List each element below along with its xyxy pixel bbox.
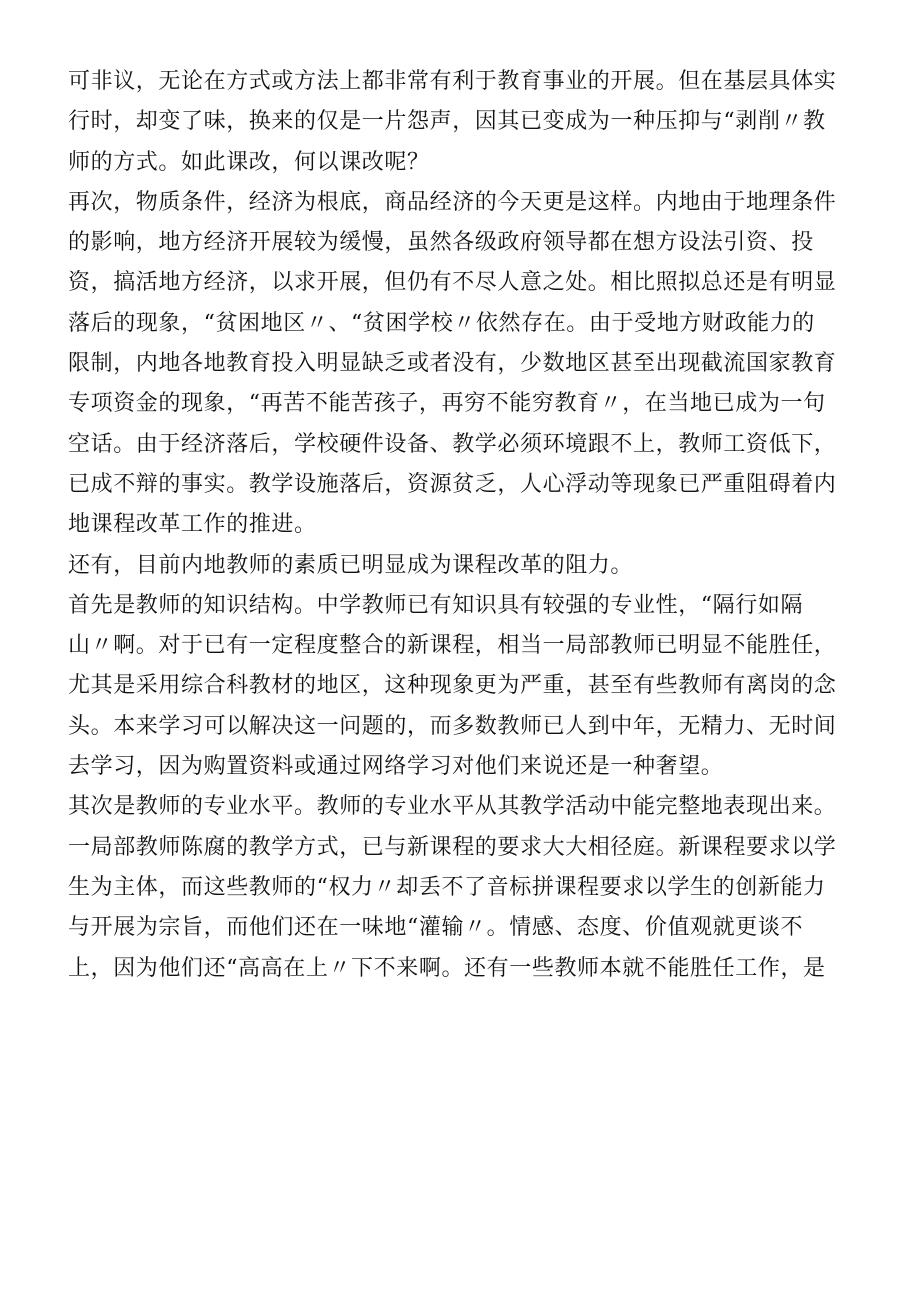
text-line: 资，搞活地方经济，以求开展，但仍有不尽人意之处。相比照拟总还是有明显	[68, 270, 837, 296]
text-line: 首先是教师的知识结构。中学教师已有知识具有较强的专业性，“隔行如隔	[68, 592, 804, 618]
paragraph-1	[68, 62, 858, 183]
text-line: 尤其是采用综合科教材的地区，这种现象更为严重，甚至有些教师有离岗的念	[68, 673, 837, 699]
text-line: 其次是教师的专业水平。教师的专业水平从其教学活动中能完整地表现出来。	[68, 794, 837, 820]
body-text	[68, 62, 858, 989]
text-line: 地课程改革工作的推进。	[68, 512, 317, 538]
text-line: 山〃啊。对于已有一定程度整合的新课程，相当一局部教师已明显不能胜任，	[68, 633, 837, 659]
text-line: 师的方式。如此课改，何以课改呢？	[68, 149, 430, 175]
text-line: 落后的现象，“贫困地区〃、“贫困学校〃依然存在。由于受地方财政能力的	[68, 310, 815, 336]
paragraph-5	[68, 787, 858, 988]
text-line: 再次，物质条件，经济为根底，商品经济的今天更是这样。内地由于地理条件	[68, 189, 837, 215]
text-line: 限制，内地各地教育投入明显缺乏或者没有，少数地区甚至出现截流国家教育	[68, 351, 837, 377]
text-line: 专项资金的现象，“再苦不能苦孩子，再穷不能穷教育〃，在当地已成为一句	[68, 391, 826, 417]
text-line: 已成不辩的事实。教学设施落后，资源贫乏，人心浮动等现象已严重阻碍着内	[68, 471, 837, 497]
text-line: 生为主体，而这些教师的“权力〃却丢不了音标拼课程要求以学生的创新能力	[68, 874, 826, 900]
paragraph-2	[68, 183, 858, 546]
text-line: 的影响，地方经济开展较为缓慢，虽然各级政府领导都在想方设法引资、投	[68, 230, 814, 256]
paragraph-4	[68, 586, 858, 787]
paragraph-3	[68, 546, 858, 586]
text-line: 一局部教师陈腐的教学方式，已与新课程的要求大大相径庭。新课程要求以学	[68, 834, 837, 860]
text-line: 去学习，因为购置资料或通过网络学习对他们来说还是一种奢望。	[68, 754, 724, 780]
text-line: 与开展为宗旨，而他们还在一味地“灌输〃。情感、态度、价值观就更谈不	[68, 915, 804, 941]
text-line: 行时，却变了味，换来的仅是一片怨声，因其已变成为一种压抑与“剥削〃教	[68, 109, 826, 135]
text-line: 头。本来学习可以解决这一问题的，而多数教师已人到中年，无精力、无时间	[68, 713, 837, 739]
text-line: 上，因为他们还“高高在上〃下不来啊。还有一些教师本就不能胜任工作，是	[68, 955, 826, 981]
text-line: 还有，目前内地教师的素质已明显成为课程改革的阻力。	[68, 552, 634, 578]
text-line: 空话。由于经济落后，学校硬件设备、教学必须环境跟不上，教师工资低下，	[68, 431, 837, 457]
text-line: 可非议，无论在方式或方法上都非常有利于教育事业的开展。但在基层具体实	[68, 69, 837, 94]
